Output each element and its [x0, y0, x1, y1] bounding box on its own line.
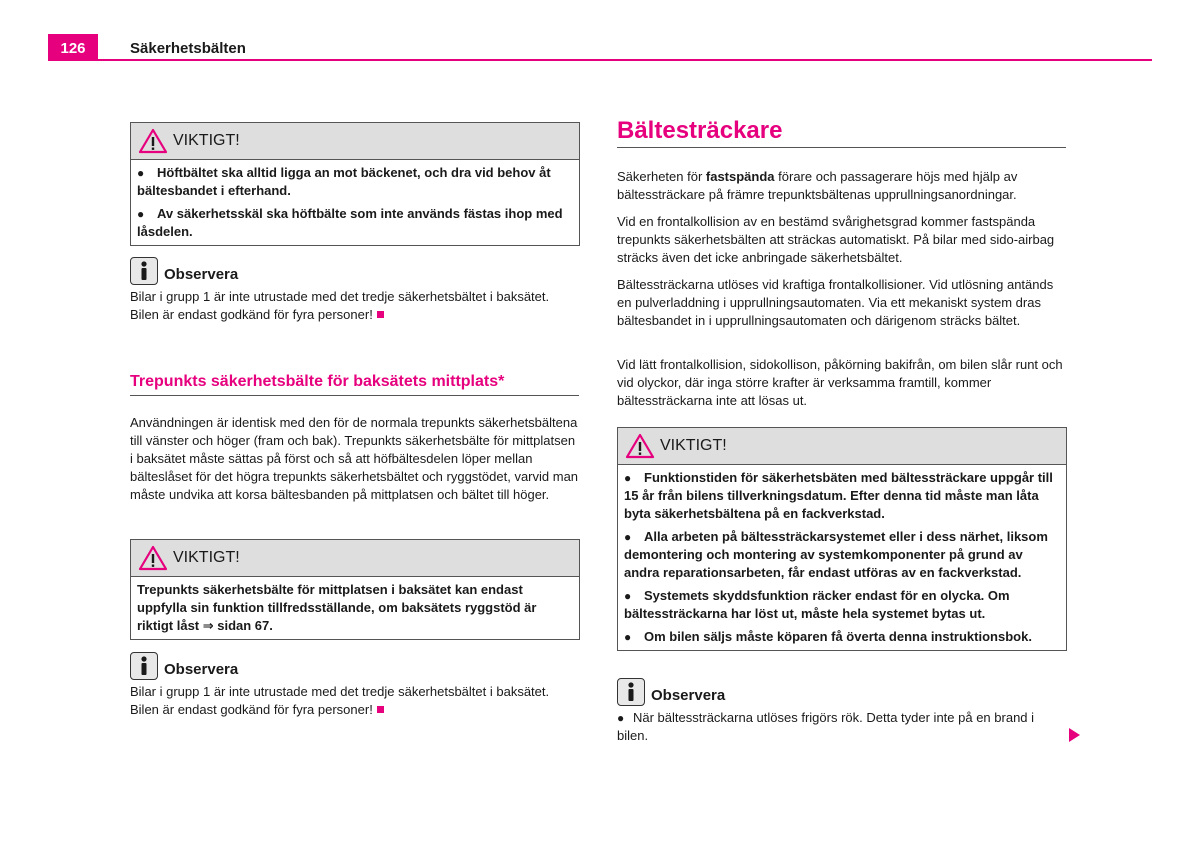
- info-i-icon: [617, 678, 645, 706]
- page-header: [48, 34, 1152, 62]
- warning-title: VIKTIGT!: [173, 132, 240, 149]
- bullet-icon: ●: [137, 166, 145, 180]
- chapter-title: Säkerhetsbälten: [130, 40, 246, 57]
- bullet-icon: ●: [617, 711, 625, 725]
- paragraph-4: Vid lätt frontalkollision, sidokollison, påkörning bakifrån, om bilen slår runt och vid olyckor, där inga större krafter är verksamma framtill, kommer bältessträckarna inte att lösas ut.: [617, 357, 1063, 408]
- header-rule: [48, 59, 1152, 61]
- paragraph-3: Bältessträckarna utlöses vid kraftiga frontalkollisioner. Vid utlösning antänds en pulverladdning i upprullningsautomaten. Via ett mekaniskt system dras bältesbandet in i upprullningsautomaten och därigenom sträcks bältet.: [617, 277, 1054, 328]
- page-heading: Bältesträckare: [617, 117, 783, 144]
- warning-item: ● Alla arbeten på bältessträckarsystemet eller i dess närhet, liksom demontering och montering av systemkomponenter på grund av andra reparationsarbeten, får endast utföras av en fackverkstad.: [624, 529, 1048, 580]
- note-text: Bilar i grupp 1 är inte utrustade med det tredje säkerhetsbältet i baksätet. Bilen är endast godkänd för fyra personer!: [130, 684, 550, 717]
- warning-item: ● Om bilen säljs måste köparen få överta denna instruktionsbok.: [624, 629, 1032, 644]
- continue-arrow-icon: [1069, 728, 1080, 742]
- warning-triangle-icon: [138, 128, 168, 154]
- bullet-icon: ●: [624, 530, 632, 544]
- note-title: Observera: [164, 266, 239, 283]
- warning-item: ● Av säkerhetsskäl ska höftbälte som inte används fästas ihop med låsdelen.: [137, 206, 563, 239]
- note-text: ● När bältessträckarna utlöses frigörs rök. Detta tyder inte på en brand i bilen.: [617, 710, 1035, 743]
- warning-item: ● Systemets skyddsfunktion räcker endast för en olycka. Om bältessträckarna har löst ut, måste hela systemet bytas ut.: [624, 588, 1010, 621]
- warning-triangle-icon: [138, 545, 168, 571]
- warning-box-2: [130, 539, 580, 640]
- paragraph-1: Säkerheten för fastspända förare och passagerare höjs med hjälp av bältessträckare på främre trepunktsbältenas upprullningsanordningar.: [617, 169, 1018, 202]
- warning-box-3: [617, 427, 1067, 651]
- warning-text: Trepunkts säkerhetsbälte för mittplatsen i baksätet kan endast uppfylla sin funktion tillfredsställande, om baksätets ryggstöd är riktigt låst ⇒ sidan 67.: [137, 582, 537, 633]
- warning-header: [131, 123, 579, 160]
- note-title: Observera: [651, 687, 726, 704]
- note-1: [130, 257, 580, 327]
- bullet-icon: ●: [137, 207, 145, 221]
- warning-header: [618, 428, 1066, 465]
- note-title: Observera: [164, 661, 239, 678]
- heading-rule: [617, 147, 1066, 148]
- section-rule: [130, 395, 579, 396]
- bullet-icon: ●: [624, 630, 632, 644]
- end-marker-icon: [377, 311, 384, 318]
- warning-title: VIKTIGT!: [660, 437, 727, 454]
- warning-title: VIKTIGT!: [173, 549, 240, 566]
- bullet-icon: ●: [624, 471, 632, 485]
- warning-header: [131, 540, 579, 577]
- warning-triangle-icon: [625, 433, 655, 459]
- warning-item: ● Funktionstiden för säkerhetsbäten med bältessträckare uppgår till 15 år från bilens tillverkningsdatum. Efter denna tid måste man låta byta säkerhetsbältena på en fackverkstad.: [624, 470, 1053, 521]
- warning-item: ● Höftbältet ska alltid ligga an mot bäckenet, och dra vid behov åt bältesbandet i efterhand.: [137, 165, 551, 198]
- info-i-icon: [130, 257, 158, 285]
- note-3: [617, 678, 1067, 748]
- page-number: 126: [48, 34, 98, 60]
- warning-box-1: [130, 122, 580, 246]
- end-marker-icon: [377, 706, 384, 713]
- note-2: [130, 652, 580, 722]
- section-paragraph: Användningen är identisk med den för de normala trepunkts säkerhetsbältena till vänster och höger (fram och bak). Trepunkts säkerhetsbälte för mittplatsen i baksätet måste sättas på först och så att höfbältesdelen löper mellan bälteslåset för det högra trepunkts säkerhetsbältet och ryggstödet, varvid man måste undvika att korsa bältesbanden på mittplatsen och bältet till höger.: [130, 415, 579, 502]
- paragraph-2: Vid en frontalkollision av en bestämd svårighetsgrad kommer fastspända trepunkts säkerhetsbälten att sträckas automatiskt. På bilar med sido-airbag sträcks även det icke anbringade säkerhetsbältet.: [617, 214, 1055, 265]
- bullet-icon: ●: [624, 589, 632, 603]
- info-i-icon: [130, 652, 158, 680]
- note-text: Bilar i grupp 1 är inte utrustade med det tredje säkerhetsbältet i baksätet. Bilen är endast godkänd för fyra personer!: [130, 289, 550, 322]
- section-heading: Trepunkts säkerhetsbälte för baksätets mittplats*: [130, 373, 505, 390]
